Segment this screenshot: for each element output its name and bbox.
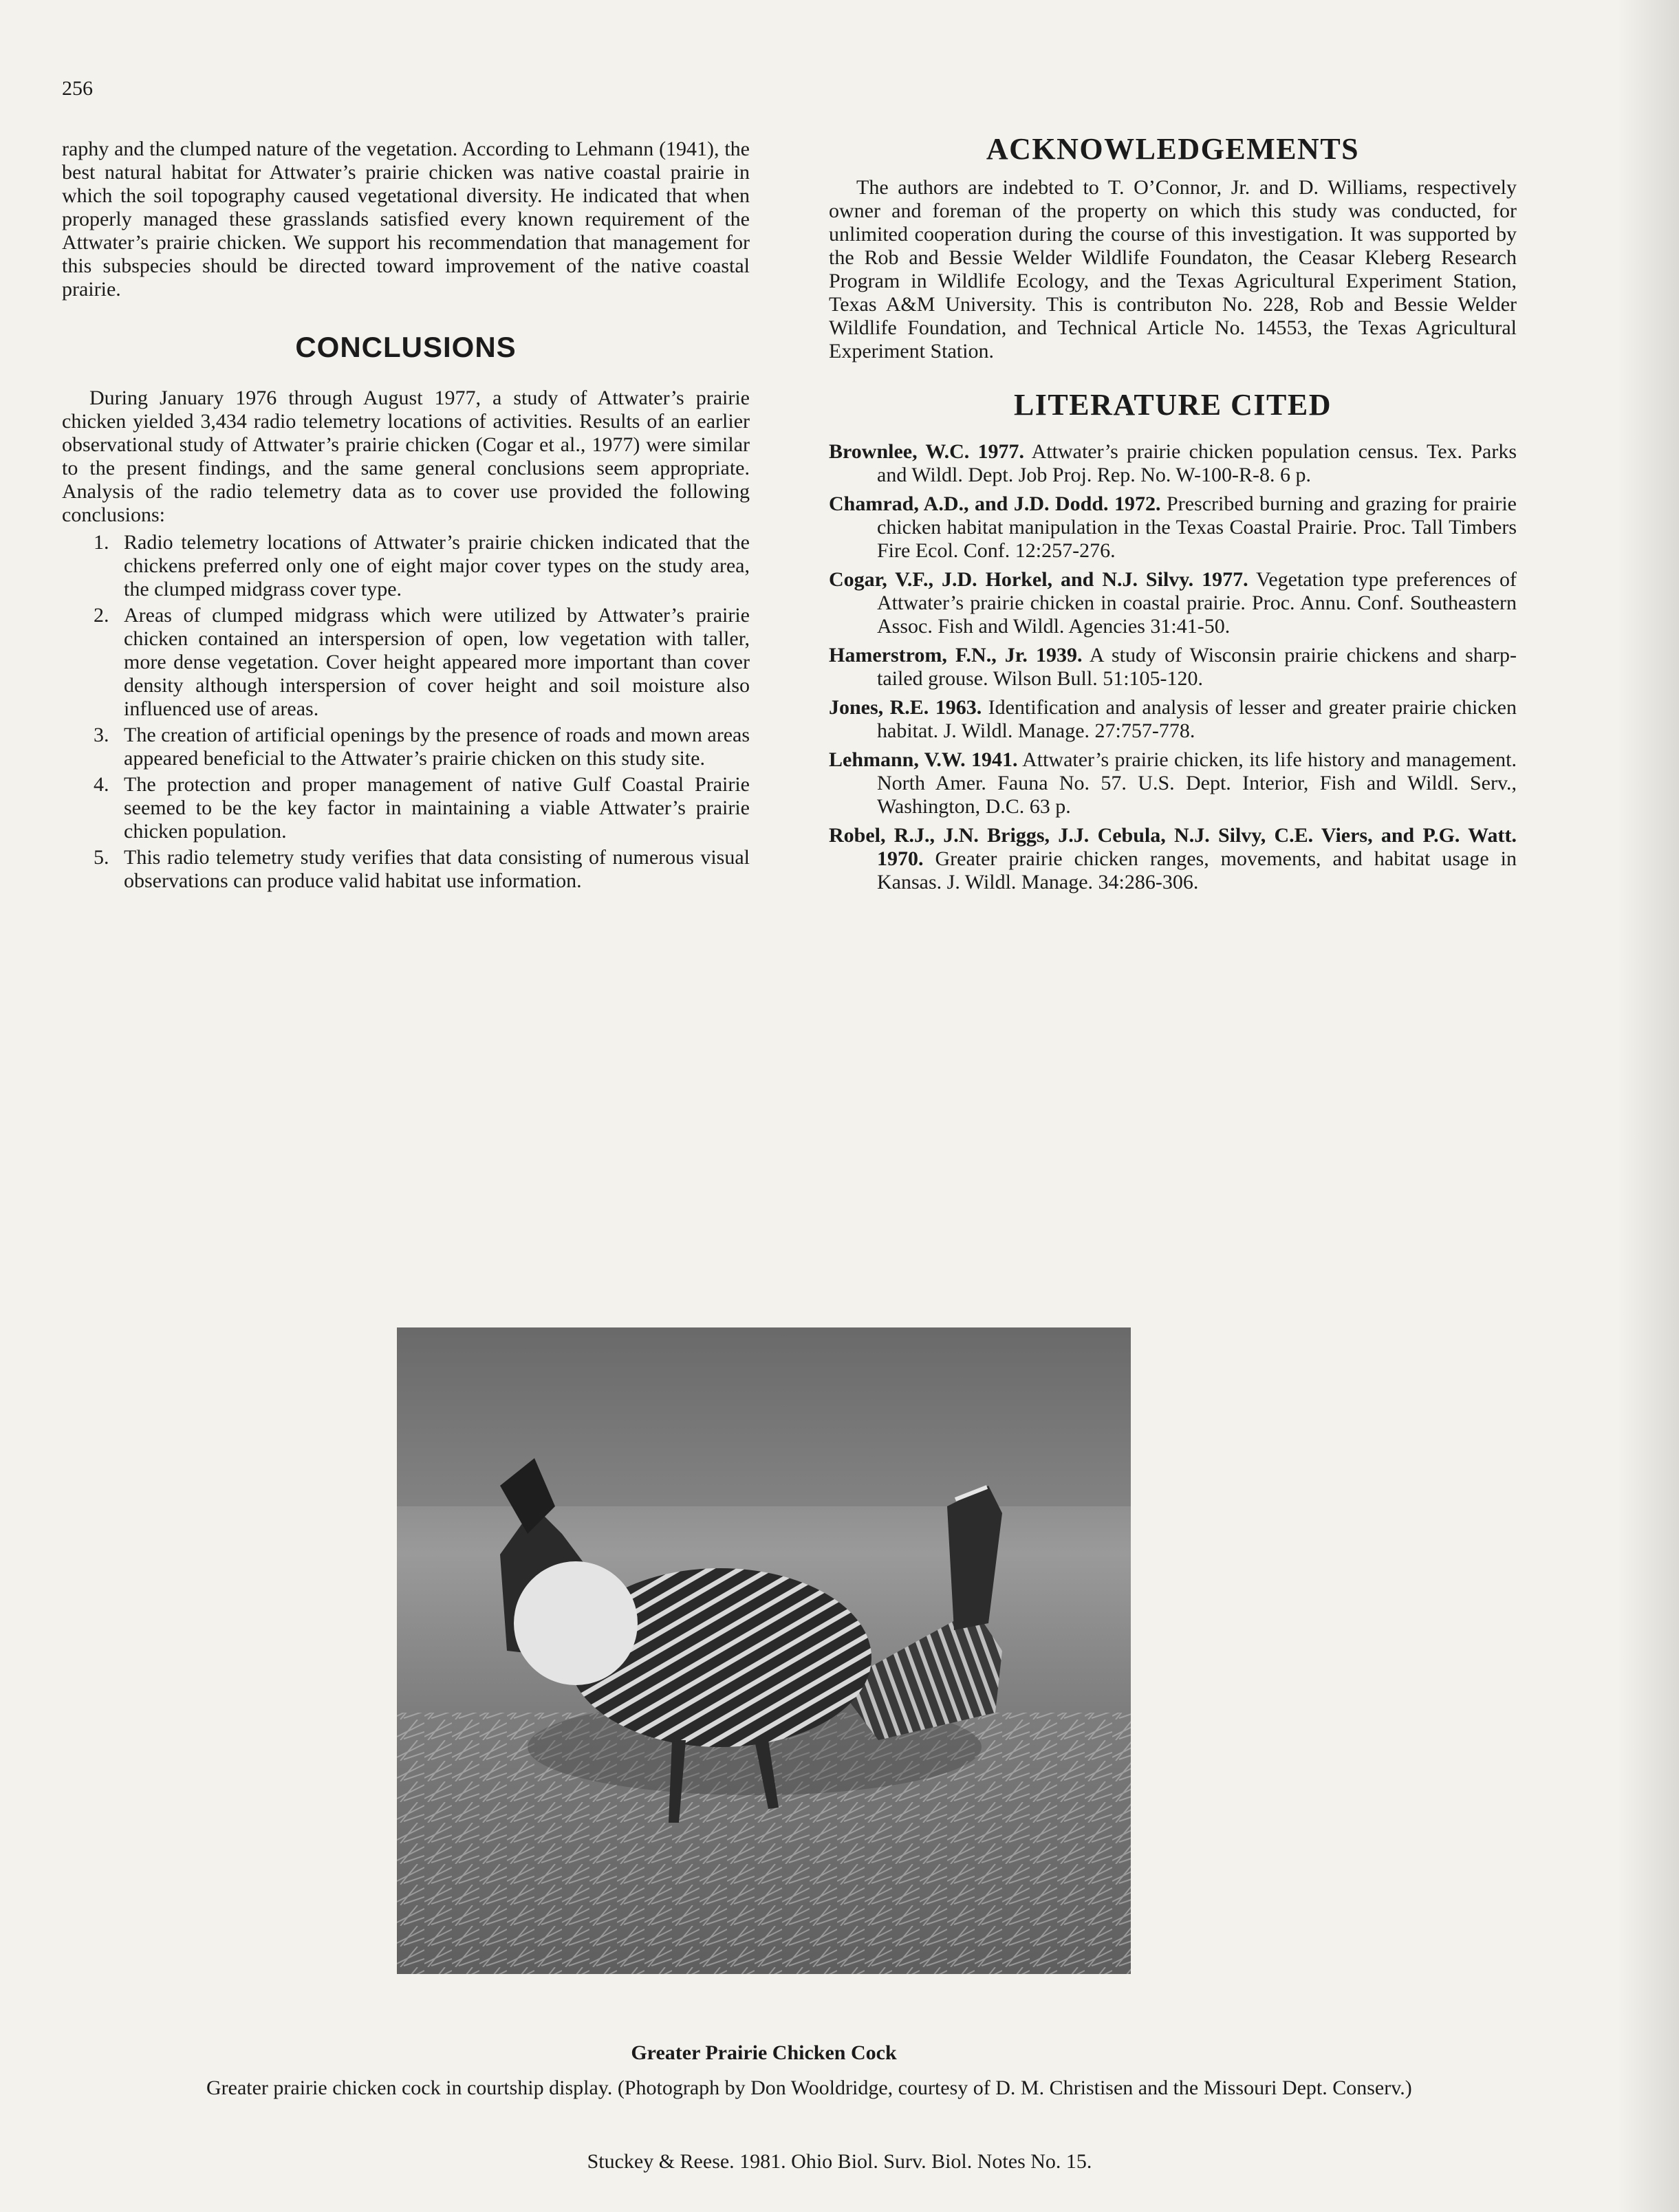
reference-item: Lehmann, V.W. 1941. Attwater’s prairie chicken, its life history and management. North Amer. Fauna No. 57. U.S. Dept. Interior, Fish and Wildl. Serv., Washington, D.C. 63 p. bbox=[829, 748, 1517, 818]
reference-list bbox=[829, 440, 1517, 894]
acknowledgements-paragraph: The authors are indebted to T. O’Connor, Jr. and D. Williams, respectively owner and foreman of the property on which this study was conducted, for unlimited cooperation during the course of this investigation. It was supported by the Rob and Bessie Welder Wildlife Foundaton, the Ceasar Kleberg Research Program in Wildlife Ecology, and the Texas Agricultural Experiment Station, Texas A&M University. This is contributon No. 228, Rob and Bessie Welder Wildlife Foundation, and Technical Article No. 14553, the Texas Agricultural Experiment Station. bbox=[829, 176, 1517, 362]
conclusions-paragraph: During January 1976 through August 1977, a study of Attwater’s prairie chicken yielded 3,434 radio telemetry locations of activities. Results of an earlier observational study of Attwater’s prairie chicken (Cogar et al., 1977) were similar to the present findings, and the same general conclusions seem appropriate. Analysis of the radio telemetry data as to cover use provided the following conclusions: bbox=[62, 387, 750, 526]
list-item: 2. Areas of clumped midgrass which were utilized by Attwater’s prairie chicken contained an interspersion of open, low vegetation with taller, more dense vegetation. Cover height appeared more important than cover density although interspersion of cover height and soil moisture also influenced use of areas. bbox=[94, 604, 750, 720]
page-edge-shadow bbox=[1617, 0, 1679, 2212]
reference-item: Hamerstrom, F.N., Jr. 1939. A study of Wisconsin prairie chickens and sharp-tailed grouse. Wilson Bull. 51:105-120. bbox=[829, 644, 1517, 690]
conclusions-heading: CONCLUSIONS bbox=[295, 331, 517, 363]
list-item: 4. The protection and proper management of native Gulf Coastal Prairie seemed to be the key factor in maintaining a viable Attwater’s prairie chicken population. bbox=[94, 773, 750, 843]
literature-cited-heading: LITERATURE CITED bbox=[1013, 388, 1332, 422]
left-column bbox=[62, 138, 750, 896]
reference-item: Chamrad, A.D., and J.D. Dodd. 1972. Prescribed burning and grazing for prairie chicken habitat manipulation in the Texas Coastal Prairie. Proc. Tall Timbers Fire Ecol. Conf. 12:257-276. bbox=[829, 492, 1517, 562]
acknowledgements-heading: ACKNOWLEDGEMENTS bbox=[986, 132, 1360, 166]
figure-caption: Greater prairie chicken cock in courtship display. (Photograph by Don Wooldridge, courtesy of D. M. Christisen and the Missouri Dept. Conserv.) bbox=[206, 2077, 1412, 2099]
reference-item: Brownlee, W.C. 1977. Attwater’s prairie chicken population census. Tex. Parks and Wildl. Dept. Job Proj. Rep. No. W-100-R-8. 6 p. bbox=[829, 440, 1517, 486]
figure-title: Greater Prairie Chicken Cock bbox=[631, 2041, 897, 2064]
page-footer: Stuckey & Reese. 1981. Ohio Biol. Surv. Biol. Notes No. 15. bbox=[587, 2150, 1092, 2173]
list-item: 5. This radio telemetry study verifies that data consisting of numerous visual observations can produce valid habitat use information. bbox=[94, 846, 750, 892]
prairie-chicken-photo bbox=[397, 1327, 1131, 1974]
conclusions-list bbox=[62, 531, 750, 893]
reference-item: Robel, R.J., J.N. Briggs, J.J. Cebula, N.J. Silvy, C.E. Viers, and P.G. Watt. 1970. Greater prairie chicken ranges, movements, and habitat usage in Kansas. J. Wildl. Manage. 34:286-306. bbox=[829, 824, 1517, 893]
list-item: 1. Radio telemetry locations of Attwater’s prairie chicken indicated that the chickens preferred only one of eight major cover types on the study area, the clumped midgrass cover type. bbox=[94, 531, 750, 600]
reference-item: Jones, R.E. 1963. Identification and analysis of lesser and greater prairie chicken habitat. J. Wildl. Manage. 27:757-778. bbox=[829, 696, 1517, 742]
list-item: 3. The creation of artificial openings by the presence of roads and mown areas appeared beneficial to the Attwater’s prairie chicken on this study site. bbox=[94, 724, 750, 770]
intro-paragraph: raphy and the clumped nature of the vegetation. According to Lehmann (1941), the best natural habitat for Attwater’s prairie chicken was native coastal prairie in which the soil topography caused vegetational diversity. He indicated that when properly managed these grasslands satisfied every known requirement of the Attwater’s prairie chicken. We support his recommendation that management for this subspecies should be directed toward improvement of the native coastal prairie. bbox=[62, 138, 750, 301]
right-column bbox=[829, 132, 1517, 900]
reference-item: Cogar, V.F., J.D. Horkel, and N.J. Silvy. 1977. Vegetation type preferences of Attwater’s prairie chicken in coastal prairie. Proc. Annu. Conf. Southeastern Assoc. Fish and Wildl. Agencies 31:41-50. bbox=[829, 568, 1517, 638]
page-number: 256 bbox=[62, 77, 93, 100]
